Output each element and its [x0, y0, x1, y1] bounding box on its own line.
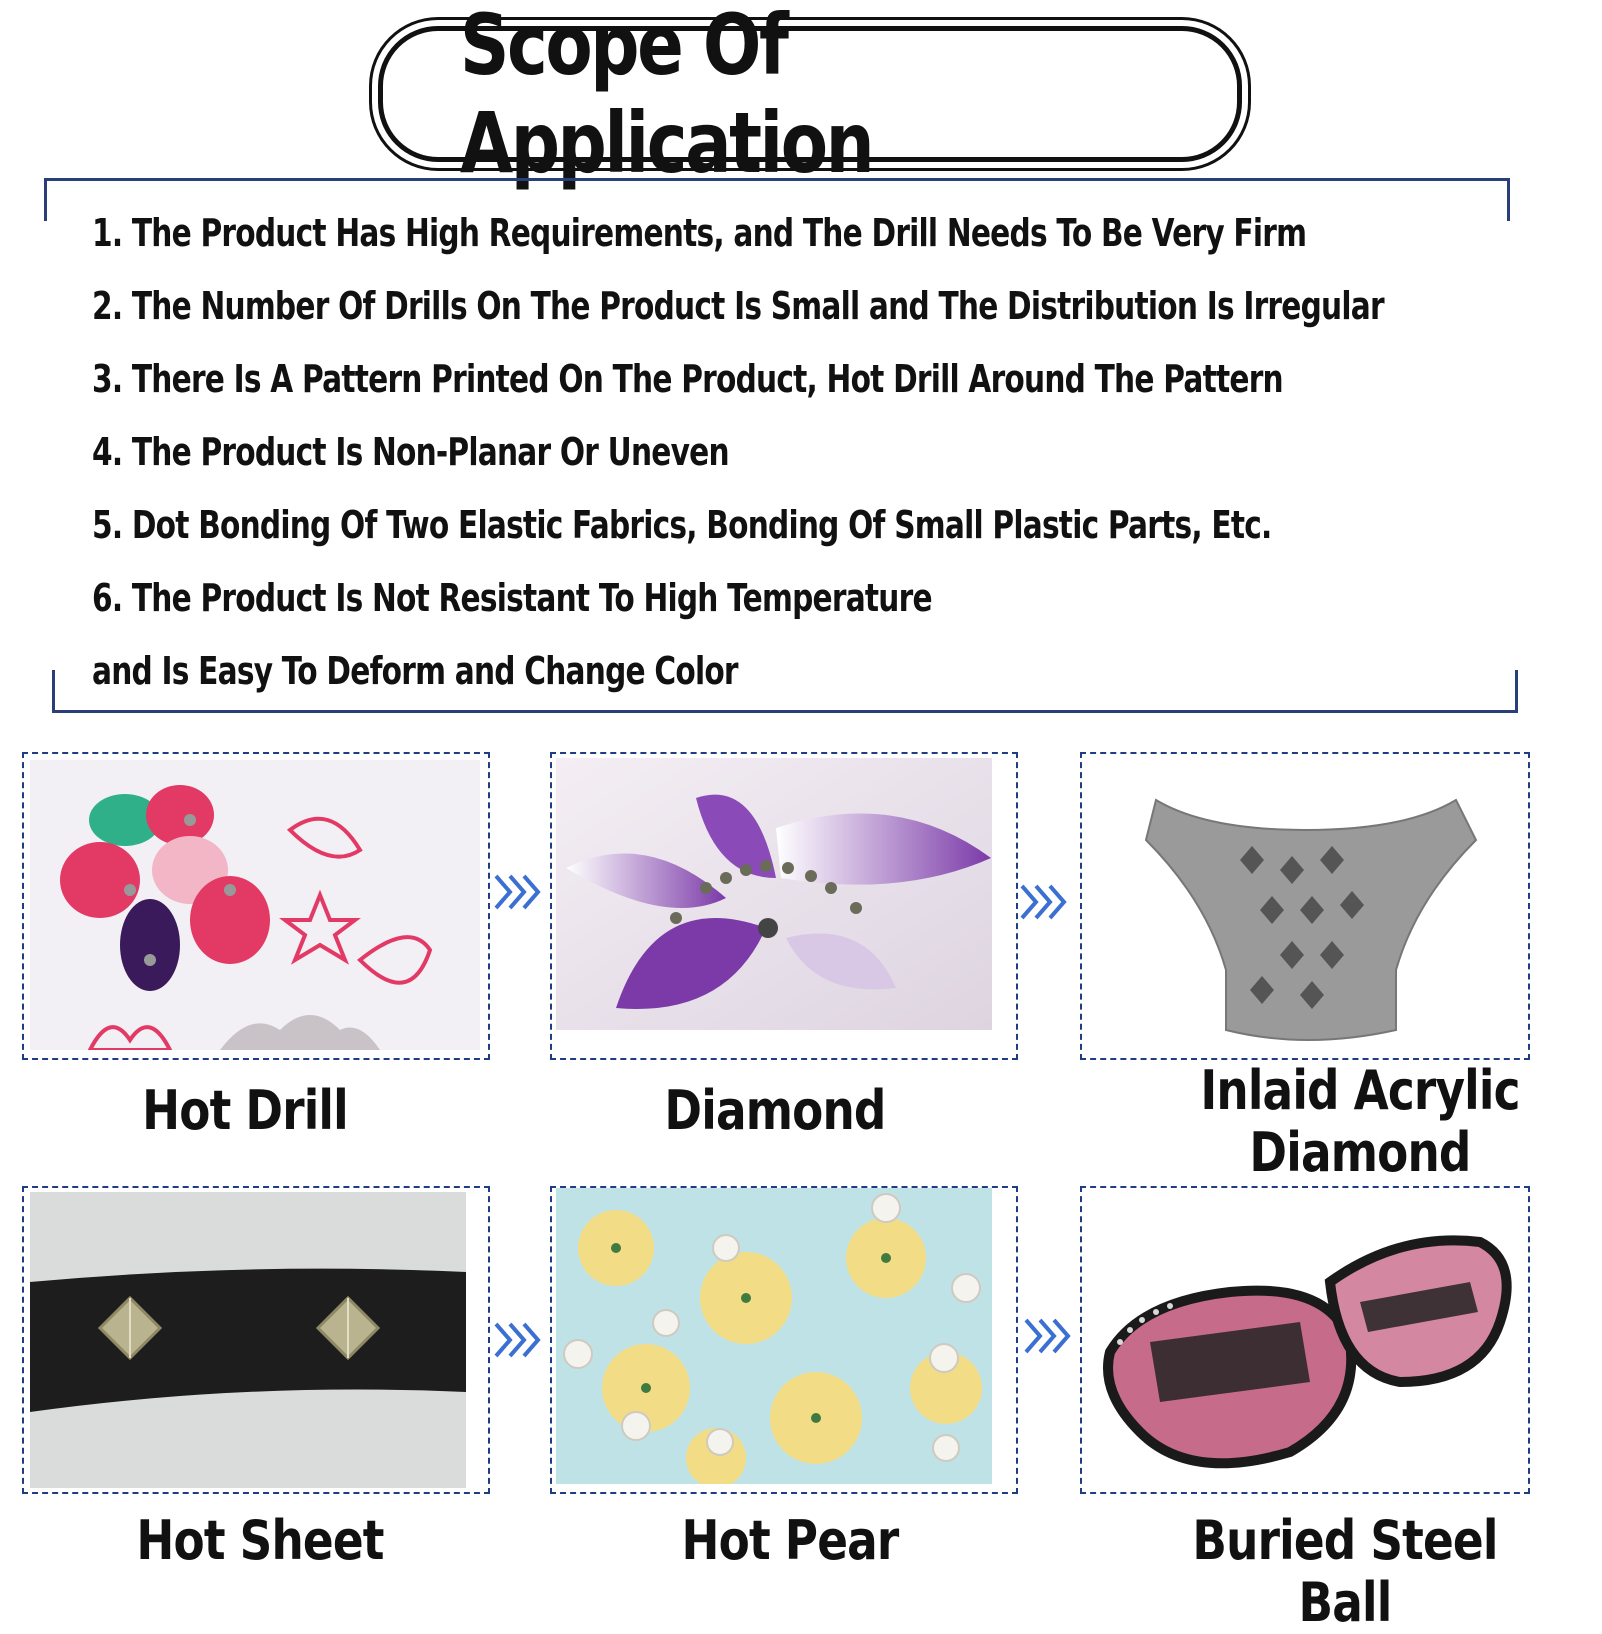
chevron-right-icon	[1018, 882, 1070, 922]
page-title: Scope Of Application	[459, 0, 873, 192]
requirement-item: 5. Dot Bonding Of Two Elastic Fabrics, Bonding Of Small Plastic Parts, Etc.	[92, 503, 1272, 547]
requirement-item: and Is Easy To Deform and Change Color	[92, 649, 738, 693]
title-badge	[378, 0, 1242, 192]
requirement-item: 2. The Number Of Drills On The Product Is Small and The Distribution Is Irregular	[92, 284, 1384, 328]
hot-pear-image	[556, 1188, 992, 1484]
chevron-right-icon	[492, 872, 544, 912]
requirements-list	[92, 205, 1532, 716]
caption-diamond: Diamond	[664, 1079, 886, 1142]
hot-drill-image	[30, 760, 480, 1050]
inlaid-acrylic-image	[1090, 760, 1516, 1050]
caption-inlaid-acrylic-diamond: Inlaid Acrylic Diamond	[1200, 1059, 1520, 1184]
caption-hot-pear: Hot Pear	[681, 1509, 899, 1572]
requirement-item: 3. There Is A Pattern Printed On The Product, Hot Drill Around The Pattern	[92, 357, 1283, 401]
caption-buried-steel-ball: Buried Steel Ball	[1192, 1509, 1498, 1634]
buried-steel-ball-image	[1090, 1192, 1516, 1488]
hot-sheet-image	[30, 1192, 466, 1488]
chevron-right-icon	[1022, 1316, 1074, 1356]
chevron-right-icon	[492, 1320, 544, 1360]
requirement-item: 4. The Product Is Non-Planar Or Uneven	[92, 430, 729, 474]
diamond-image	[556, 758, 992, 1030]
caption-hot-sheet: Hot Sheet	[136, 1509, 384, 1572]
requirement-item: 6. The Product Is Not Resistant To High Temperature	[92, 576, 932, 620]
caption-hot-drill: Hot Drill	[142, 1079, 348, 1142]
requirement-item: 1. The Product Has High Requirements, and The Drill Needs To Be Very Firm	[92, 211, 1307, 255]
